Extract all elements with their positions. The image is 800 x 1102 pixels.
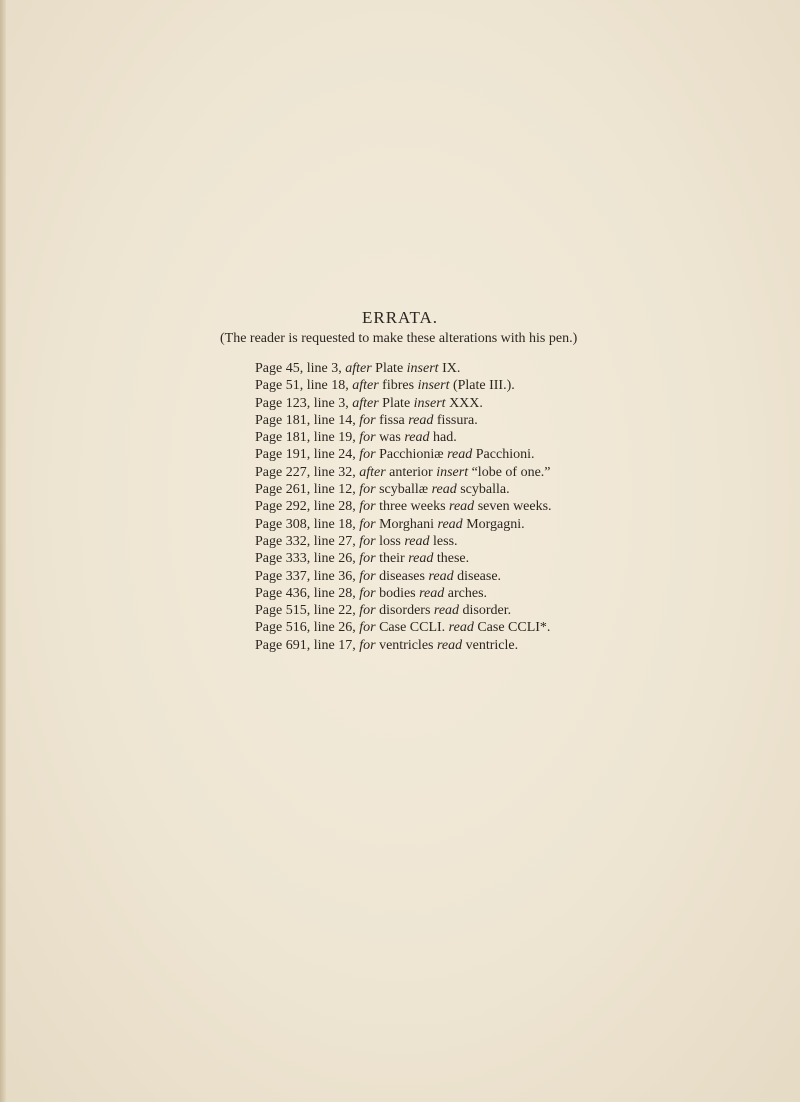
entry-line: line 36, [313,568,356,584]
entry-verb: insert [406,361,439,376]
entry-original: Case CCLI. [379,620,446,636]
entry-verb: read [431,482,457,498]
entry-original: diseases [379,568,425,584]
errata-entry [255,395,552,412]
entry-verb: read [448,620,474,636]
entry-original: was [379,430,401,446]
entry-verb: read [449,499,475,515]
entry-original: scyballæ [379,482,429,498]
entry-page: Page 332, [255,533,311,549]
errata-entry [255,602,552,619]
entry-correction: disorder. [462,603,512,619]
entry-line: line 26, [313,620,356,636]
entry-correction: Pacchioni. [475,447,535,463]
entry-line: line 24, [313,447,356,463]
entry-operation: for [359,637,376,653]
errata-entry [255,550,552,567]
page-edge [0,0,6,1102]
entry-operation: for [359,482,376,498]
errata-entry [255,516,552,533]
entry-operation: for [359,412,376,428]
errata-entry [255,568,552,585]
entry-original: Plate [382,395,411,411]
entry-original: ventricles [379,637,434,653]
entry-correction: seven weeks. [477,499,552,515]
entry-line: line 27, [313,533,356,549]
entry-operation: for [359,603,376,619]
entry-page: Page 292, [255,499,311,515]
entry-line: line 17, [313,637,356,653]
errata-list [255,360,552,654]
entry-correction: IX. [442,361,461,376]
entry-original: anterior [389,464,433,480]
entry-correction: (Plate III.). [452,378,515,394]
errata-entry [255,412,552,429]
errata-entry [255,498,552,515]
errata-entry [255,446,552,463]
entry-page: Page 191, [255,447,311,463]
entry-operation: for [359,568,376,584]
errata-entry [255,585,552,602]
entry-operation: for [359,551,376,567]
entry-page: Page 308, [255,516,311,532]
entry-page: Page 337, [255,568,311,584]
entry-operation: after [359,464,386,480]
entry-verb: read [404,430,430,446]
entry-verb: read [408,551,434,567]
errata-entry [255,360,552,377]
entry-operation: for [359,447,376,463]
entry-operation: after [352,395,379,411]
entry-line: line 28, [313,499,356,515]
entry-operation: after [345,361,372,376]
entry-correction: “lobe of one.” [471,464,551,480]
entry-page: Page 181, [255,412,311,428]
entry-page: Page 227, [255,464,311,480]
entry-original: Plate [375,361,404,376]
entry-line: line 22, [313,603,356,619]
errata-entry [255,637,552,654]
entry-page: Page 181, [255,430,311,446]
entry-correction: disease. [457,568,502,584]
entry-page: Page 123, [255,395,311,411]
entry-line: line 26, [313,551,356,567]
entry-correction: scyballa. [460,482,510,498]
errata-entry [255,619,552,636]
entry-line: line 19, [313,430,356,446]
entry-page: Page 691, [255,637,311,653]
entry-correction: ventricle. [465,637,519,653]
entry-page: Page 515, [255,603,311,619]
entry-original: three weeks [379,499,446,515]
errata-entry [255,533,552,550]
entry-verb: read [408,412,434,428]
entry-page: Page 333, [255,551,311,567]
entry-verb: read [433,603,460,619]
entry-correction: fissura. [436,412,478,428]
entry-original: disorders [379,603,431,619]
entry-page: Page 45, [255,361,304,376]
entry-line: line 28, [313,585,356,601]
entry-original: loss [379,533,401,549]
entry-page: Page 436, [255,585,311,601]
entry-original: fissa [379,412,405,428]
errata-entry [255,481,552,498]
entry-verb: insert [413,395,446,411]
entry-line: line 18, [313,516,356,532]
entry-original: Morghani [379,516,435,532]
entry-verb: insert [417,378,450,394]
entry-verb: insert [436,464,469,480]
errata-heading: ERRATA. [361,308,438,327]
entry-original: Pacchioniæ [379,447,444,463]
entry-line: line 3, [306,361,342,376]
errata-entry [255,464,552,481]
entry-operation: after [352,378,379,394]
entry-verb: read [419,585,445,601]
entry-original: fibres [382,378,415,394]
entry-page: Page 516, [255,620,311,636]
entry-original: their [379,551,405,567]
entry-line: line 14, [313,412,356,428]
entry-correction: Morgagni. [466,516,525,532]
entry-original: bodies [379,585,416,601]
entry-operation: for [359,585,376,601]
errata-entry [255,429,552,446]
entry-page: Page 51, [255,378,304,394]
entry-verb: read [447,447,473,463]
entry-operation: for [359,499,376,515]
entry-operation: for [359,620,376,636]
entry-verb: read [436,637,463,653]
entry-operation: for [359,533,376,549]
entry-line: line 18, [306,378,349,394]
entry-correction: arches. [447,585,488,601]
entry-correction: these. [436,551,470,567]
entry-correction: less. [433,533,458,549]
entry-operation: for [359,516,376,532]
entry-verb: read [404,533,430,549]
entry-page: Page 261, [255,482,311,498]
entry-line: line 12, [313,482,356,498]
entry-correction: XXX. [449,395,483,411]
entry-line: line 3, [313,395,349,411]
entry-verb: read [437,516,463,532]
entry-verb: read [428,568,454,584]
entry-line: line 32, [313,464,356,480]
errata-entry [255,377,552,394]
errata-instruction: (The reader is requested to make these alterations with his pen.) [220,331,578,346]
entry-correction: Case CCLI*. [477,620,551,636]
entry-operation: for [359,430,376,446]
entry-correction: had. [433,430,457,446]
